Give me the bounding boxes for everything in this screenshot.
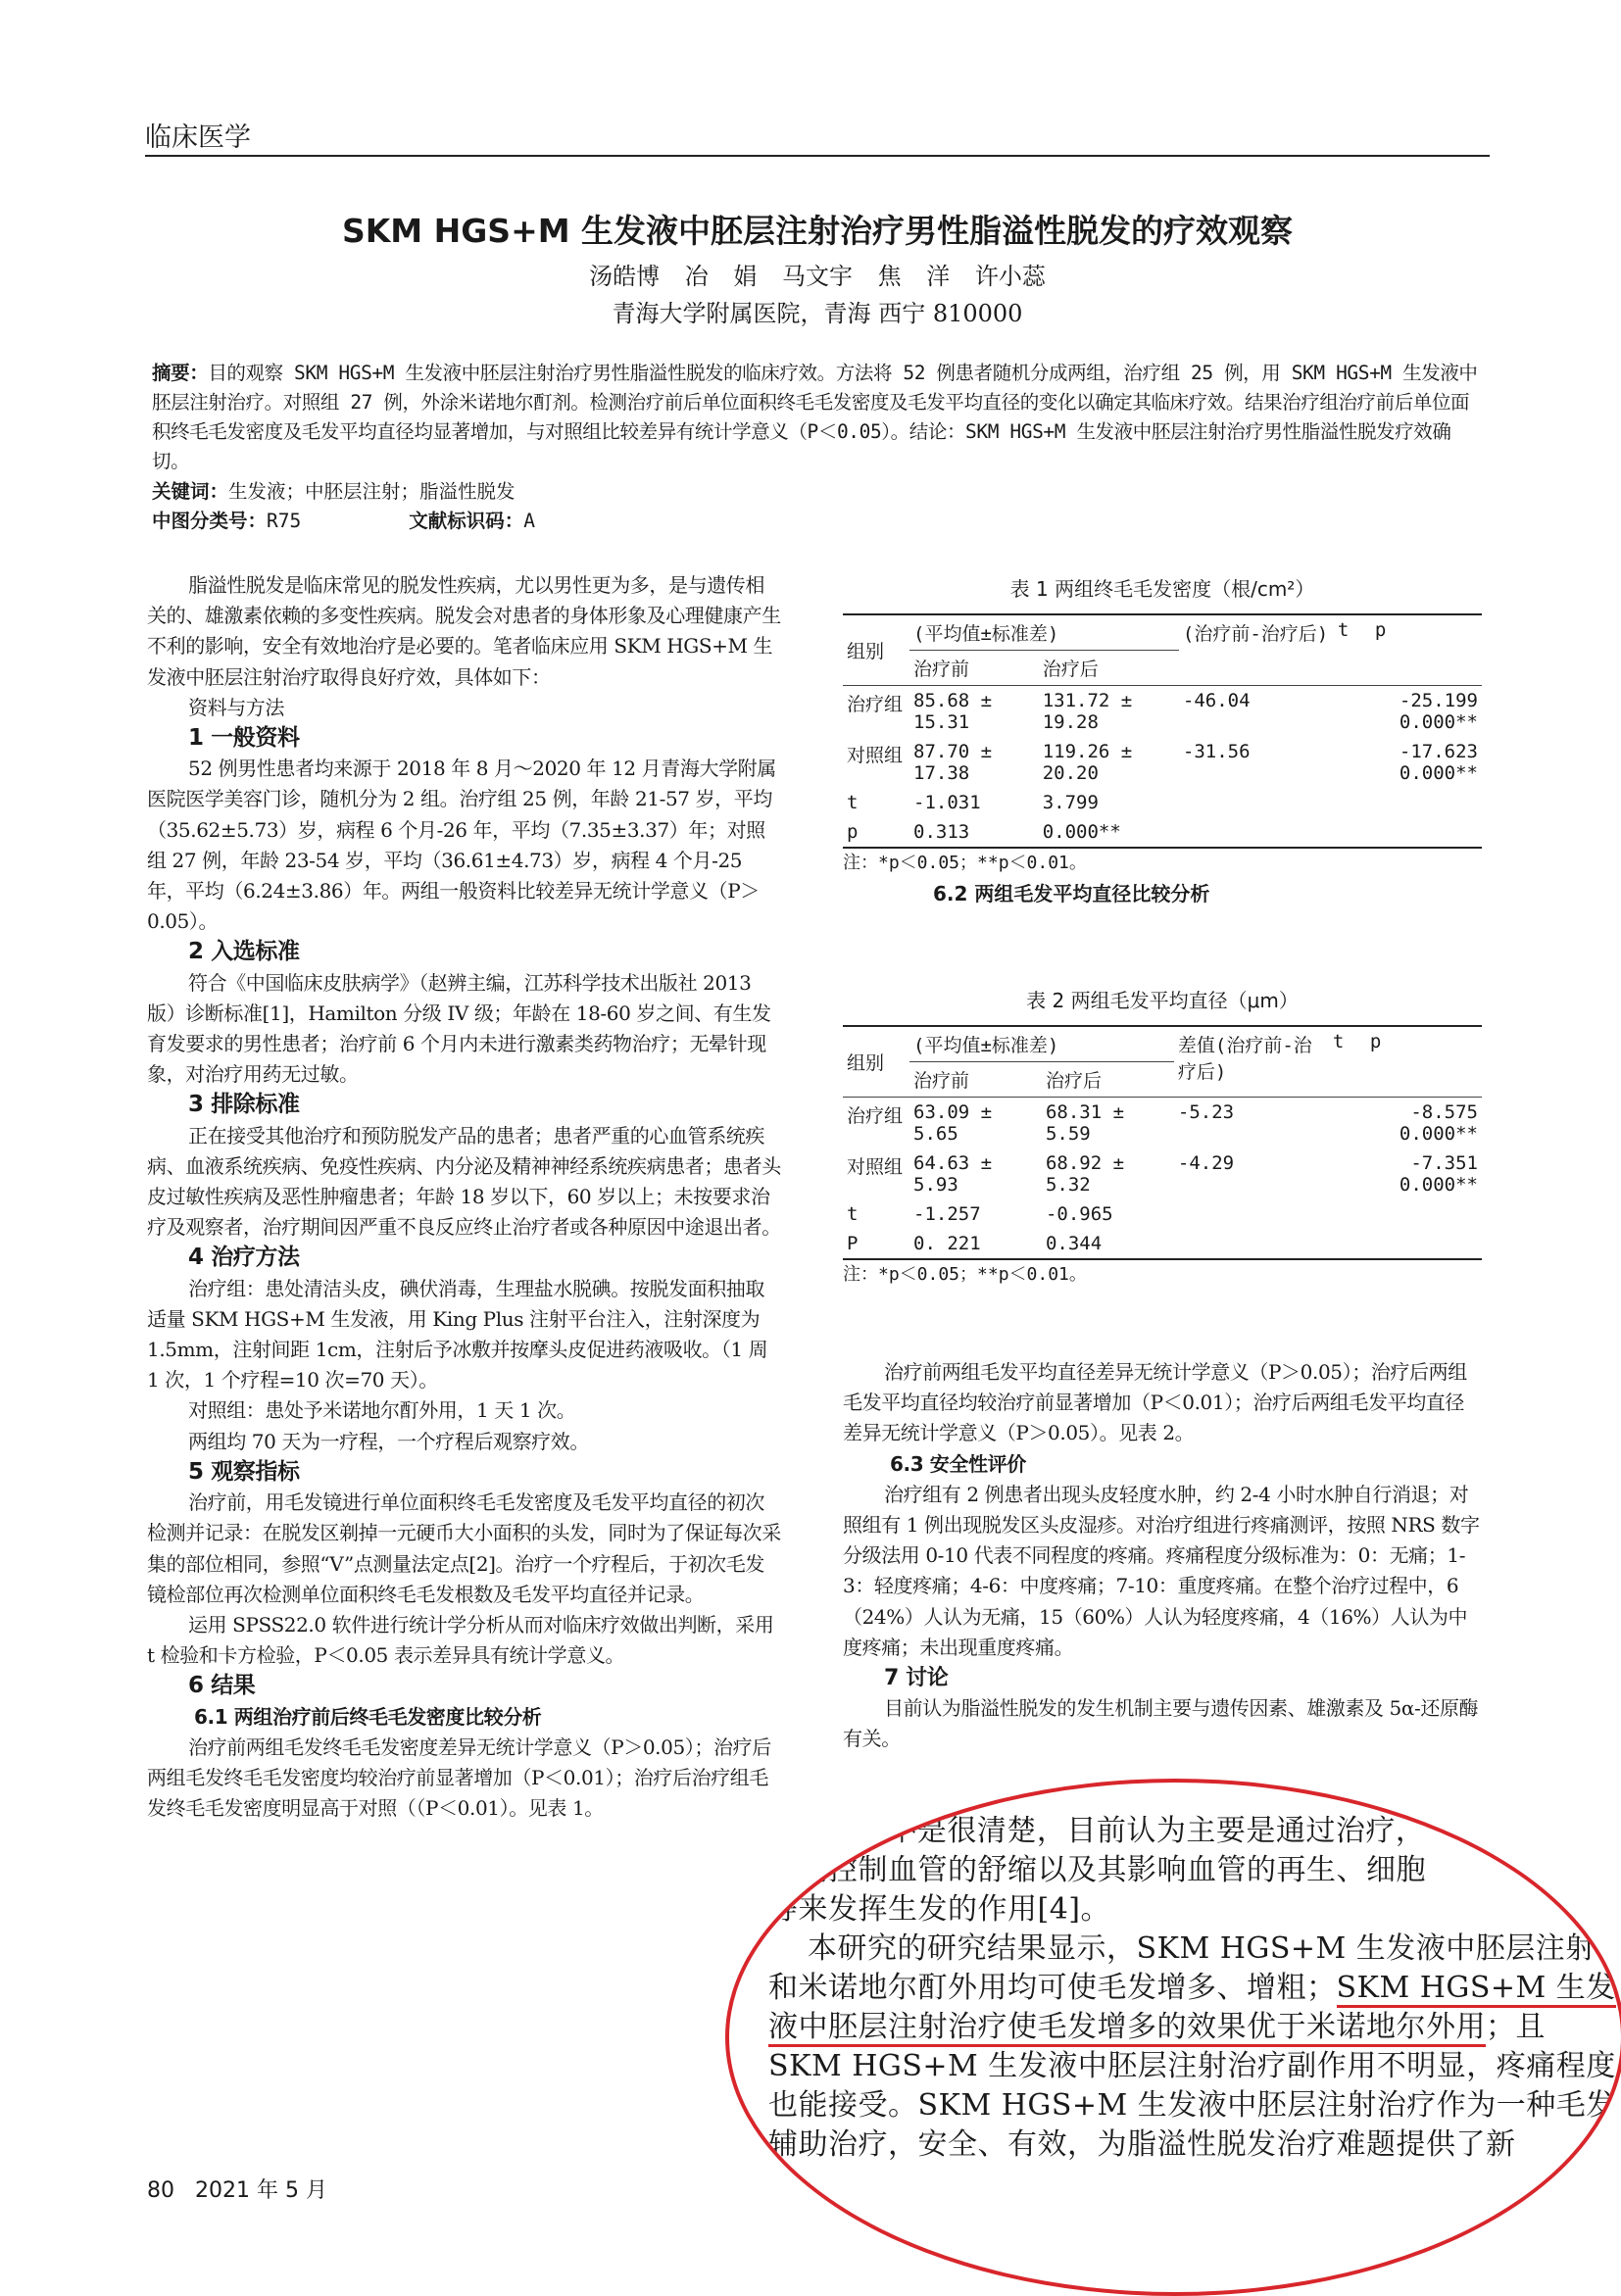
row-t-p — [1334, 737, 1482, 788]
indicators-paragraph: 治疗前，用毛发镜进行单位面积终毛毛发密度及毛发平均直径的初次检测并记录：在脱发区剃掉一元硬币大小面积的头发，同时为了保证每次采集的部位相同，参照“V”点测量法定点[2]。治疗一个疗程后，于初次毛发镜检部位再次检测单位面积终毛毛发根数及毛发平均直径并记录。 — [147, 1490, 781, 1606]
mag-line: 也能接受。SKM HGS+M 生发液中胚层注射治疗作为一种毛发 — [768, 2088, 1616, 2123]
diameter-paragraph: 治疗前两组毛发平均直径差异无统计学意义（P＞0.05）；治疗后两组毛发平均直径均较治疗前显著增加（P＜0.01）；治疗后两组毛发平均直径差异无统计学意义（P＞0.05）。见表 2。 — [843, 1360, 1467, 1445]
table1-header-t: t — [1337, 619, 1350, 641]
safety-paragraph: 治疗组有 2 例患者出现头皮轻度水肿，约 2-4 小时水肿自行消退；对照组有 1 例出现脱发区头皮湿疹。对治疗组进行疼痛测评，按照 NRS 数字分级法用 0-10 代表不同程度的疼痛。疼痛程度分级标准为：0：无痛；1-3：轻度疼痛；4-6：中度疼痛；7-10：重度疼痛。在整个治疗过程中，6（24%）人认为无痛，15（60%）人认为轻度疼痛，4（16%）人认为中度疼痛；未出现重度疼痛。 — [843, 1482, 1480, 1659]
mag-line: 辅助治疗，安全、有效，为脂溢性脱发治疗难题提供了新 — [768, 2127, 1516, 2162]
table2-header-before: 治疗前 — [913, 1070, 970, 1092]
mag-line — [768, 2008, 1621, 2047]
row-p: 0.000** — [1399, 762, 1478, 784]
heading-inclusion: 2 入选标准 — [188, 939, 300, 965]
row-after: 68.92 ± 5.32 — [1045, 1152, 1125, 1196]
row-diff: -31.56 — [1182, 741, 1251, 762]
heading-indicators: 5 观察指标 — [188, 1458, 300, 1485]
row-label: p — [847, 821, 859, 843]
table2-header-group: 组别 — [847, 1052, 885, 1074]
abstract-label: 摘要： — [152, 362, 209, 384]
magnified-text — [768, 1812, 1621, 2165]
table1-header-after: 治疗后 — [1042, 659, 1099, 680]
treatment-paragraph: 治疗组：患处清洁头皮，碘伏消毒，生理盐水脱碘。按脱发面积抽取适量 SKM HGS+M 生发液，用 King Plus 注射平台注入，注射深度为 1.5mm，注射间距 1cm，注射后予冰敷并按摩头皮促进药液吸收。（1 周 1 次，1 个疗程=10 次=70 天）。 — [147, 1276, 768, 1392]
article-title: SKM HGS+M 生发液中胚层注射治疗男性脂溢性脱发的疗效观察 — [341, 212, 1294, 250]
mag-line: 机制控制血管的舒缩以及其影响血管的再生、细胞 — [768, 1853, 1426, 1887]
table2-header-after: 治疗后 — [1045, 1070, 1102, 1092]
keywords-label: 关键词： — [152, 480, 229, 503]
row-after: 3.799 — [1042, 792, 1099, 813]
table1-caption: 表 1 两组终毛毛发密度（根/cm²） — [1009, 577, 1315, 601]
highlighted-finding-start: SKM HGS+M 生发 — [1337, 1971, 1616, 2008]
table2 — [843, 1025, 1482, 1260]
row-diff: -5.23 — [1177, 1101, 1235, 1123]
mag-line: SKM HGS+M 生发液中胚层注射治疗副作用不明显，疼痛程度 — [768, 2049, 1616, 2083]
table2-header-diff: 差值(治疗前-治疗后) — [1177, 1035, 1312, 1083]
table-row — [843, 788, 1482, 817]
heading-treatment: 4 治疗方法 — [188, 1245, 300, 1271]
row-p: 0.000** — [1399, 1123, 1478, 1145]
heading-safety: 6.3 安全性评价 — [890, 1451, 1026, 1476]
row-group: 治疗组 — [847, 694, 904, 715]
mag-line: 本研究的研究结果显示，SKM HGS+M 生发液中胚层注射 — [808, 1931, 1596, 1966]
table1-header-group: 组别 — [847, 641, 885, 662]
row-after: 131.72 ± 19.28 — [1042, 690, 1133, 733]
density-paragraph: 治疗前两组毛发终毛毛发密度差异无统计学意义（P＞0.05）；治疗后两组毛发终毛毛发密度均较治疗前显著增加（P＜0.01）；治疗后治疗组毛发终毛毛发密度明显高于对照（（P＜0.01）。见表 1。 — [147, 1734, 771, 1821]
row-p: 0.000** — [1399, 711, 1478, 733]
table2-note: 注：*p＜0.05；**p＜0.01。 — [843, 1264, 1087, 1285]
statistics-paragraph: 运用 SPSS22.0 软件进行统计学分析从而对临床疗效做出判断，采用 t 检验和卡方检验，P＜0.05 表示差异具有统计学意义。 — [147, 1612, 774, 1668]
row-after: 68.31 ± 5.59 — [1045, 1101, 1125, 1145]
table1-block — [843, 573, 1482, 906]
mag-line: 素及 5α 不是很清楚，目前认为主要是通过治疗， — [768, 1814, 1426, 1848]
row-after: -0.965 — [1045, 1203, 1113, 1225]
doc-label: 文献标识码： — [409, 510, 524, 532]
page-number: 80 — [147, 2178, 174, 2203]
keywords — [152, 476, 516, 504]
row-label: P — [847, 1233, 859, 1254]
table1-header-mean: (平均值±标准差) — [909, 614, 1179, 651]
row-t-p — [1329, 1148, 1482, 1199]
row-before: -1.031 — [913, 792, 981, 813]
table1-note: 注：*p＜0.05；**p＜0.01。 — [843, 853, 1087, 873]
row-before: 0. 221 — [913, 1233, 981, 1254]
table1-header-before: 治疗前 — [913, 659, 970, 680]
heading-general-data: 1 一般资料 — [188, 725, 300, 752]
row-t: -7.351 — [1410, 1152, 1478, 1174]
mag-line — [768, 1969, 1621, 2008]
clc-value: R75 — [267, 510, 302, 532]
table-row — [843, 686, 1482, 738]
heading-exclusion: 3 排除标准 — [188, 1092, 300, 1118]
row-before: 64.63 ± 5.93 — [913, 1152, 993, 1196]
course-paragraph: 两组均 70 天为一疗程，一个疗程后观察疗效。 — [188, 1429, 589, 1453]
row-before: 63.09 ± 5.65 — [913, 1101, 993, 1145]
clc-label: 中图分类号： — [152, 510, 268, 532]
row-before: 85.68 ± 15.31 — [913, 690, 993, 733]
mag-line-part: ；且 — [1486, 2010, 1546, 2044]
heading-density-analysis: 6.1 两组治疗前后终毛毛发密度比较分析 — [194, 1704, 542, 1729]
magnifier-callout — [725, 1779, 1621, 2296]
heading-discussion: 7 讨论 — [884, 1666, 949, 1691]
row-t: -8.575 — [1410, 1101, 1478, 1123]
abstract-text: 目的观察 SKM HGS+M 生发液中胚层注射治疗男性脂溢性脱发的临床疗效。方法将 52 例患者随机分成两组，治疗组 25 例，用 SKM HGS+M 生发液中胚层注射治疗。对照组 27 例，外涂米诺地尔酊剂。检测治疗前后单位面积终毛毛发密度及毛发平均直径的变化以确定其临床疗效。结果治疗组治疗前后单位面积终毛毛发密度及毛发平均直径均显著增加，与对照组比较差异有统计学意义（P＜0.05）。结论：SKM HGS+M 生发液中胚层注射治疗男性脂溢性脱发疗效确切。 — [152, 362, 1478, 472]
row-before: 87.70 ± 17.38 — [913, 741, 993, 784]
row-before: 0.313 — [913, 821, 970, 843]
inclusion-paragraph: 符合《中国临床皮肤病学》（赵辨主编，江苏科学技术出版社 2013 版）诊断标准[1]，Hamilton 分级 IV 级；年龄在 18-60 岁之间、有生发育发要求的男性患者；治疗前 6 个月内未进行激素类药物治疗；无晕针现象，对治疗用药无过敏。 — [147, 970, 771, 1087]
table2-header-mean: (平均值±标准差) — [909, 1026, 1174, 1062]
row-t: -17.623 — [1399, 741, 1478, 762]
row-label: t — [847, 792, 859, 813]
highlighted-finding-end: 液中胚层注射治疗使毛发增多的效果优于米诺地尔外用 — [768, 2010, 1486, 2047]
exclusion-paragraph: 正在接受其他治疗和预防脱发产品的患者；患者严重的心血管系统疾病、血液系统疾病、免疫性疾病、内分泌及精神神经系统疾病患者；患者头皮过敏性疾病及恶性肿瘤患者；年龄 18 岁以下，60 岁以上；未按要求治疗及观察者，治疗期间因严重不良反应终止治疗者或各种原因中途退出者。 — [147, 1123, 781, 1240]
issue-date: 2021 年 5 月 — [194, 2178, 327, 2203]
row-after: 0.000** — [1042, 821, 1121, 843]
table-row — [843, 1199, 1482, 1229]
journal-section: 临床医学 — [145, 122, 251, 153]
mag-line-part: 和米诺地尔酊外用均可使毛发增多、增粗； — [768, 1971, 1337, 2005]
row-t-p — [1334, 686, 1482, 738]
classification — [152, 506, 535, 533]
row-group: 对照组 — [847, 1156, 904, 1178]
table2-header-t: t — [1332, 1031, 1345, 1052]
row-t: -25.199 — [1399, 690, 1478, 711]
table2-caption: 表 2 两组毛发平均直径（μm） — [1026, 989, 1299, 1012]
row-before: -1.257 — [913, 1203, 981, 1225]
row-label: t — [847, 1203, 859, 1225]
heading-diameter-analysis: 6.2 两组毛发平均直径比较分析 — [933, 882, 1210, 905]
materials-heading: 资料与方法 — [188, 695, 284, 719]
page-footer — [147, 2174, 327, 2204]
row-group: 治疗组 — [847, 1105, 904, 1127]
table1 — [843, 613, 1482, 849]
discussion-paragraph: 目前认为脂溢性脱发的发生机制主要与遗传因素、雄激素及 5α-还原酶有关。 — [843, 1696, 1479, 1751]
row-after: 0.344 — [1045, 1233, 1103, 1254]
right-column-text — [843, 1357, 1482, 1755]
intro-paragraph: 脂溢性脱发是临床常见的脱发性疾病，尤以男性更为多，是与遗传相关的、雄激素依赖的多变性疾病。脱发会对患者的身体形象及心理健康产生不利的影响，安全有效地治疗是必要的。笔者临床应用 SKM HGS+M 生发液中胚层注射治疗取得良好疗效，具体如下： — [147, 573, 781, 689]
table-row — [843, 1229, 1482, 1259]
table2-block — [843, 985, 1482, 1286]
table1-header-p: p — [1374, 619, 1387, 641]
mag-line: 等来发挥生发的作用[4]。 — [768, 1892, 1110, 1927]
row-diff: -4.29 — [1177, 1152, 1235, 1174]
abstract — [152, 359, 1485, 476]
row-diff: -46.04 — [1182, 690, 1251, 711]
table-row — [843, 1148, 1482, 1199]
table2-header-p: p — [1369, 1031, 1382, 1052]
header-rule — [145, 155, 1490, 157]
table1-header-diff: (治疗前-治疗后) — [1182, 623, 1329, 645]
row-p: 0.000** — [1399, 1174, 1478, 1196]
row-after: 119.26 ± 20.20 — [1042, 741, 1133, 784]
affiliation: 青海大学附属医院，青海 西宁 810000 — [612, 300, 1023, 327]
heading-results: 6 结果 — [188, 1673, 256, 1699]
author-list: 汤皓博 冶 娟 马文宇 焦 洋 许小蕊 — [589, 263, 1046, 290]
keywords-text: 生发液；中胚层注射；脂溢性脱发 — [228, 480, 516, 503]
left-column — [147, 570, 782, 1824]
table-row — [843, 737, 1482, 788]
general-data-paragraph: 52 例男性患者均来源于 2018 年 8 月～2020 年 12 月青海大学附属医院医学美容门诊，随机分为 2 组。治疗组 25 例，年龄 21-57 岁，平均（35.62±5.73）岁，病程 6 个月-26 年，平均（7.35±3.37）年；对照组 27 例，年龄 23-54 岁，平均（36.61±4.73）岁，病程 4 个月-25 年，平均（6.24±3.86）年。两组一般资料比较差异无统计学意义（P＞0.05）。 — [147, 757, 776, 934]
control-paragraph: 对照组：患处予米诺地尔酊外用，1 天 1 次。 — [188, 1398, 576, 1423]
row-t-p — [1329, 1098, 1482, 1149]
row-group: 对照组 — [847, 745, 904, 766]
table-row — [843, 817, 1482, 848]
table-row — [843, 1098, 1482, 1149]
doc-value: A — [523, 510, 536, 532]
